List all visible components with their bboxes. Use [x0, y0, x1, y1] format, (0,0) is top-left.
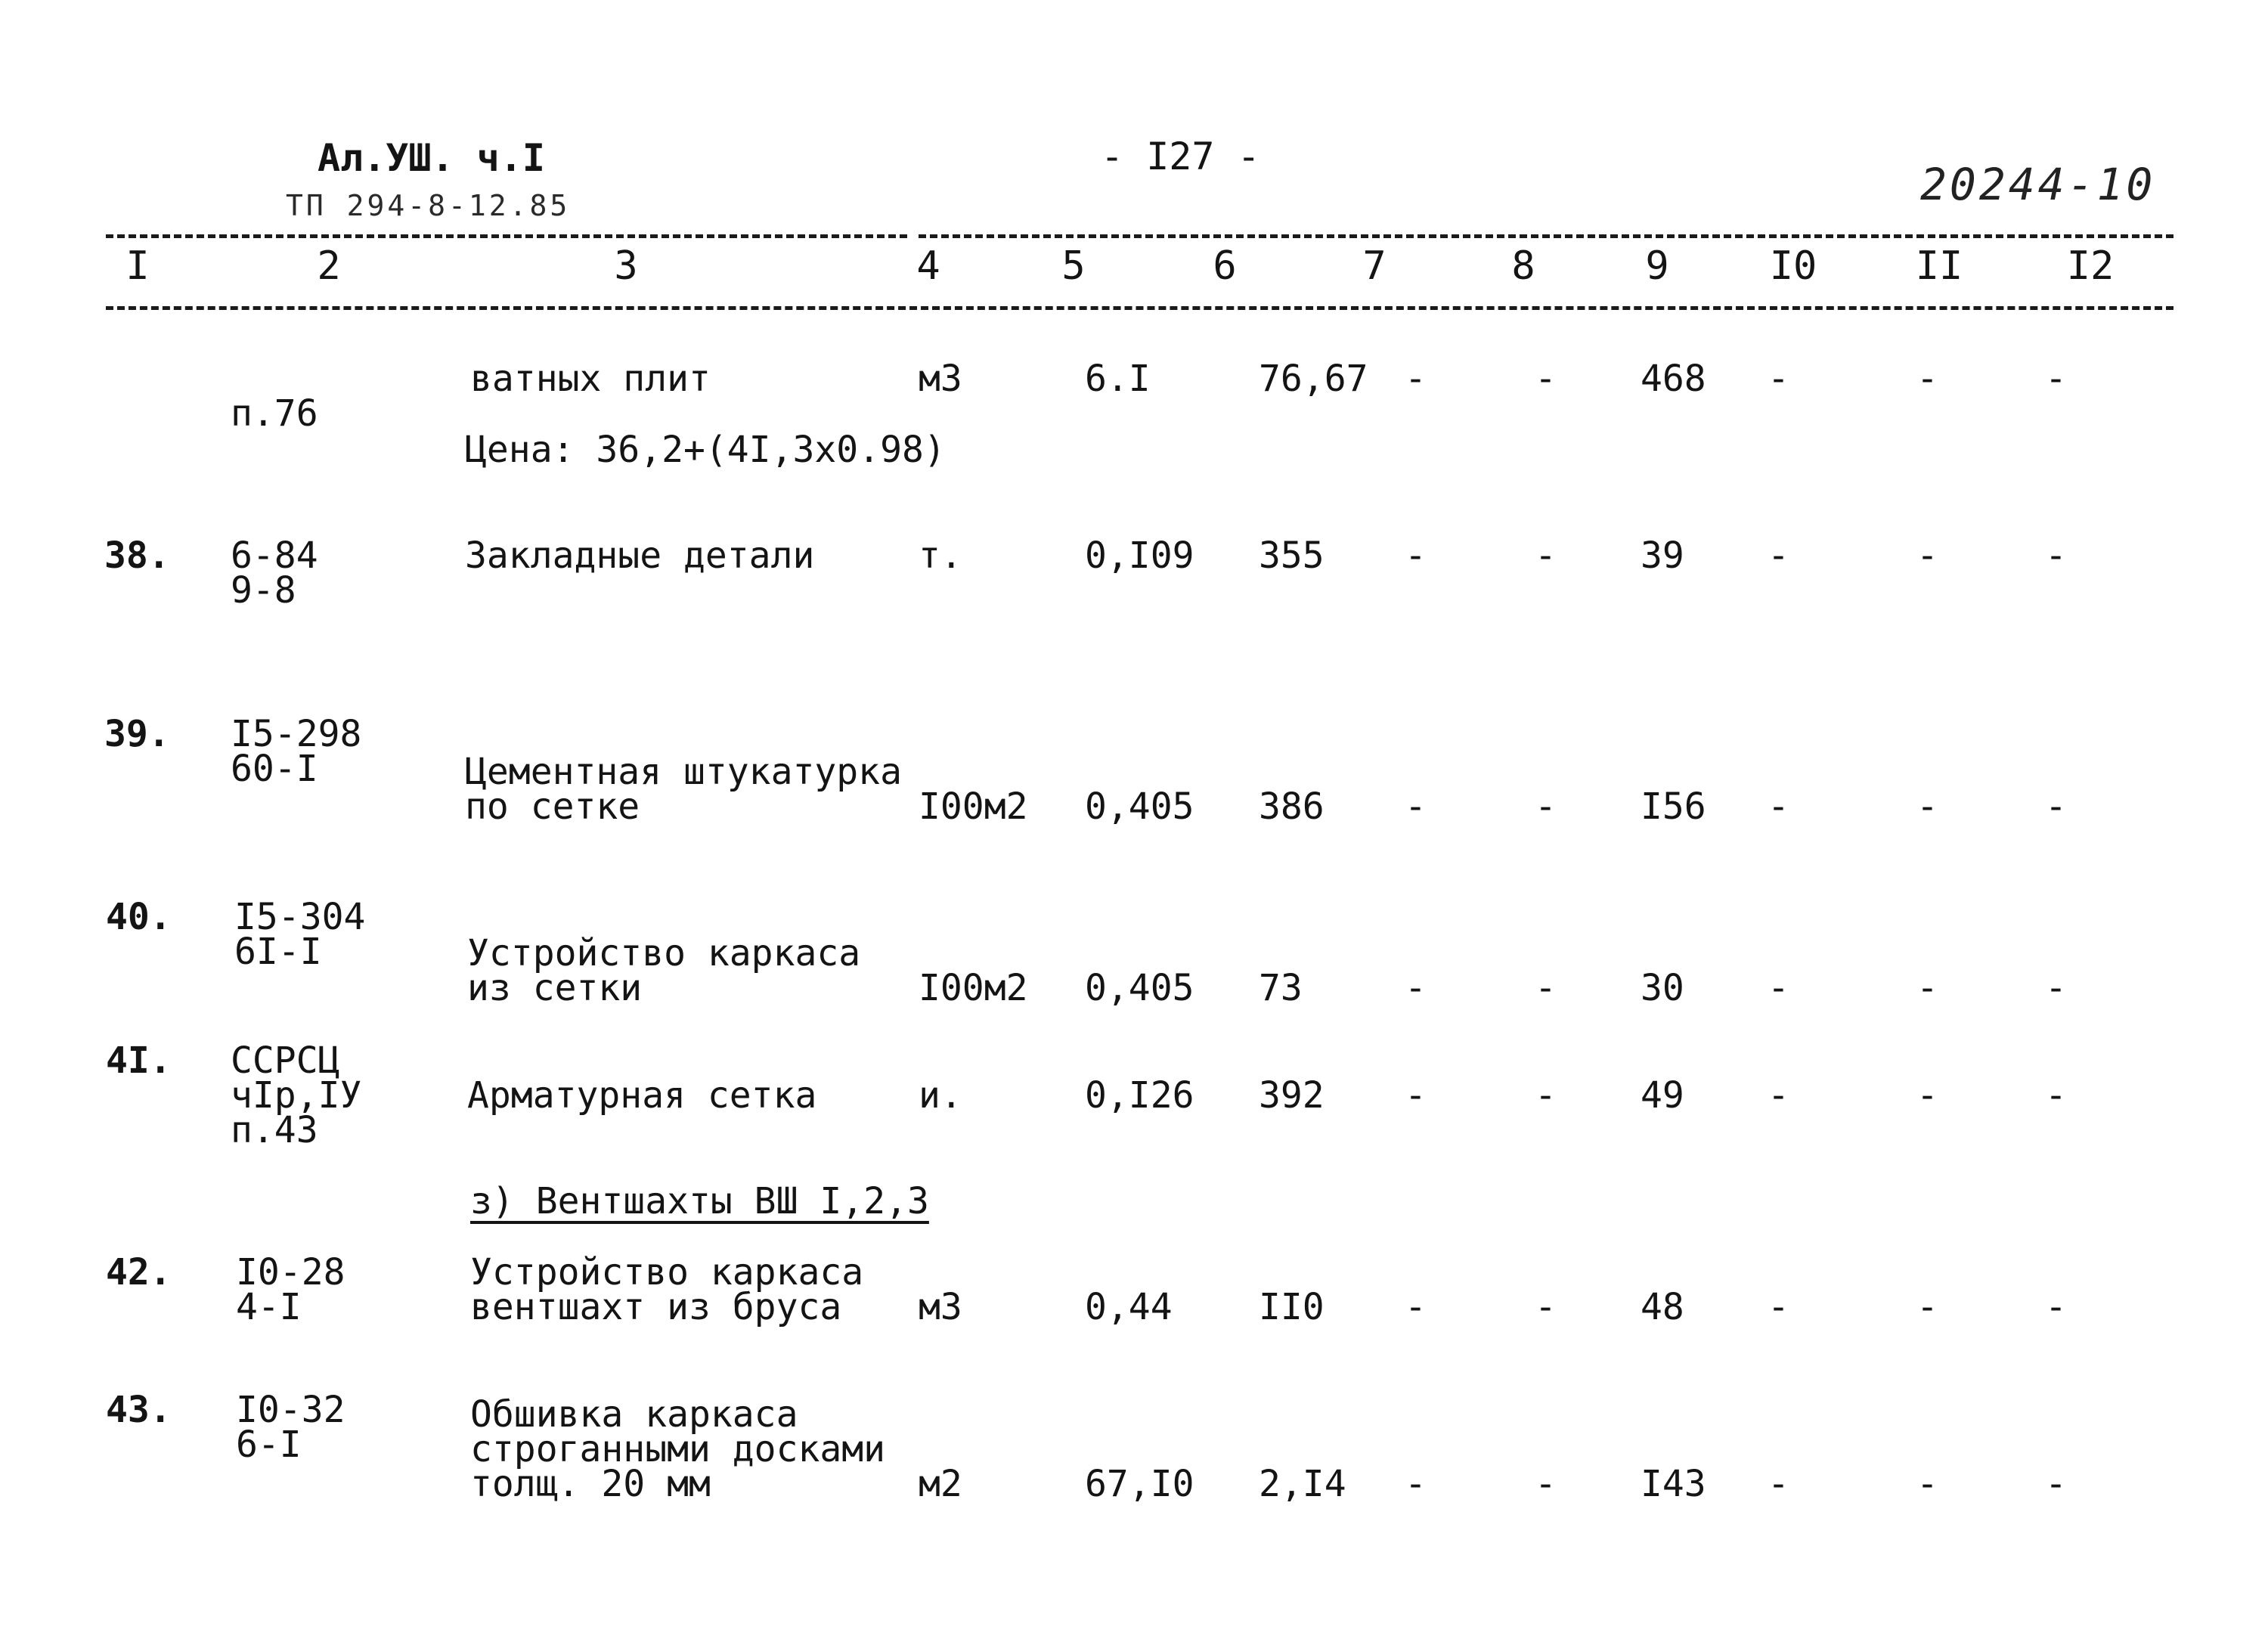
column-rule — [106, 306, 2174, 310]
row-price: 2,I4 — [1259, 1463, 1346, 1505]
row-col8: - — [1535, 785, 1557, 828]
row-col7: - — [1405, 1286, 1427, 1328]
handwritten-number: 20244-10 — [1920, 159, 2156, 210]
row-col7: - — [1405, 967, 1427, 1009]
row-qty: 6.I — [1085, 358, 1151, 400]
row-code: I0-28 4-I — [236, 1251, 345, 1328]
row-col10: - — [1768, 1074, 1789, 1117]
row-code: ССРСЦ чIр,IУ п.43 — [231, 1039, 362, 1151]
row-col10: - — [1768, 1286, 1789, 1328]
row-col9: 39 — [1641, 534, 1684, 577]
row-col11: - — [1916, 1286, 1938, 1328]
row-name: Устройство каркаса из сетки — [467, 932, 861, 1009]
row-number: 39. — [104, 713, 170, 755]
row-code: I5-298 60-I — [231, 713, 362, 790]
row-col7: - — [1405, 358, 1427, 400]
row-qty: 0,44 — [1085, 1286, 1173, 1328]
row-col7: - — [1405, 1463, 1427, 1505]
row-col12: - — [2045, 1463, 2067, 1505]
row-col12: - — [2045, 1286, 2067, 1328]
column-number: 6 — [1213, 243, 1237, 289]
row-unit: т. — [919, 534, 962, 577]
row-col9: 49 — [1641, 1074, 1684, 1117]
album-label: Ал.УШ. ч.I — [318, 136, 546, 180]
row-col12: - — [2045, 1074, 2067, 1117]
row-unit: I00м2 — [919, 967, 1028, 1009]
header-rule-right — [919, 234, 2174, 238]
row-code: I5-304 6I-I — [234, 896, 366, 973]
row-col12: - — [2045, 534, 2067, 577]
row-col9: 48 — [1641, 1286, 1684, 1328]
row-price: 76,67 — [1259, 358, 1368, 400]
row-name: ватных плит — [470, 358, 711, 400]
row-code: I0-32 6-I — [236, 1389, 345, 1466]
section-heading: з) Вентшахты ВШ I,2,3 — [470, 1180, 929, 1222]
row-col8: - — [1535, 1463, 1557, 1505]
row-col9: I43 — [1641, 1463, 1706, 1505]
page-number: - I27 - — [1101, 135, 1260, 178]
project-code: ТП 294-8-12.85 — [286, 189, 571, 222]
column-number: 7 — [1362, 243, 1387, 289]
row-unit: I00м2 — [919, 785, 1028, 828]
column-number: I2 — [2066, 243, 2115, 289]
row-unit: м3 — [919, 358, 962, 400]
header-rule-left — [106, 234, 907, 238]
row-number: 43. — [106, 1389, 172, 1431]
row-name: Обшивка каркаса строганными досками толщ. 20 мм — [470, 1393, 886, 1505]
row-qty: 0,I26 — [1085, 1074, 1194, 1117]
row-col11: - — [1916, 534, 1938, 577]
row-col7: - — [1405, 785, 1427, 828]
row-code: п.76 — [231, 392, 318, 435]
column-number: II — [1915, 243, 1963, 289]
row-col11: - — [1916, 1074, 1938, 1117]
row-unit: м2 — [919, 1463, 962, 1505]
row-col8: - — [1535, 534, 1557, 577]
row-qty: 0,I09 — [1085, 534, 1194, 577]
row-col11: - — [1916, 785, 1938, 828]
column-number: 3 — [614, 243, 638, 289]
row-col12: - — [2045, 967, 2067, 1009]
row-col9: 468 — [1641, 358, 1706, 400]
row-number: 40. — [106, 896, 172, 938]
row-col12: - — [2045, 358, 2067, 400]
row-col10: - — [1768, 358, 1789, 400]
row-col7: - — [1405, 1074, 1427, 1117]
row-col10: - — [1768, 1463, 1789, 1505]
row-name: Цементная штукатурка по сетке — [465, 751, 902, 828]
row-price: 73 — [1259, 967, 1303, 1009]
row-name: Устройство каркаса вентшахт из бруса — [470, 1251, 864, 1328]
row-col10: - — [1768, 785, 1789, 828]
row-unit: м3 — [919, 1286, 962, 1328]
row-qty: 67,I0 — [1085, 1463, 1194, 1505]
row-number: 38. — [104, 534, 170, 577]
row-price: 392 — [1259, 1074, 1325, 1117]
row-col8: - — [1535, 358, 1557, 400]
row-number: 4I. — [106, 1039, 172, 1082]
row-col10: - — [1768, 967, 1789, 1009]
column-number: 8 — [1511, 243, 1535, 289]
row-col8: - — [1535, 1074, 1557, 1117]
row-col7: - — [1405, 534, 1427, 577]
row-price: 386 — [1259, 785, 1325, 828]
row-number: 42. — [106, 1251, 172, 1293]
row-col8: - — [1535, 967, 1557, 1009]
column-number: I0 — [1769, 243, 1817, 289]
row-col11: - — [1916, 1463, 1938, 1505]
price-note: Цена: 36,2+(4I,3х0.98) — [465, 429, 946, 471]
column-number: I — [125, 243, 150, 289]
row-col11: - — [1916, 967, 1938, 1009]
row-price: 355 — [1259, 534, 1325, 577]
row-name: Арматурная сетка — [467, 1074, 817, 1117]
row-price: II0 — [1259, 1286, 1325, 1328]
row-col9: 30 — [1641, 967, 1684, 1009]
row-col11: - — [1916, 358, 1938, 400]
row-code: 6-84 9-8 — [231, 534, 318, 612]
row-unit: и. — [919, 1074, 962, 1117]
row-col12: - — [2045, 785, 2067, 828]
row-col9: I56 — [1641, 785, 1706, 828]
column-number: 5 — [1061, 243, 1086, 289]
column-number: 2 — [317, 243, 341, 289]
column-number: 9 — [1645, 243, 1669, 289]
column-number: 4 — [916, 243, 940, 289]
row-name: Закладные детали — [465, 534, 815, 577]
row-col8: - — [1535, 1286, 1557, 1328]
row-qty: 0,405 — [1085, 785, 1194, 828]
row-qty: 0,405 — [1085, 967, 1194, 1009]
row-col10: - — [1768, 534, 1789, 577]
